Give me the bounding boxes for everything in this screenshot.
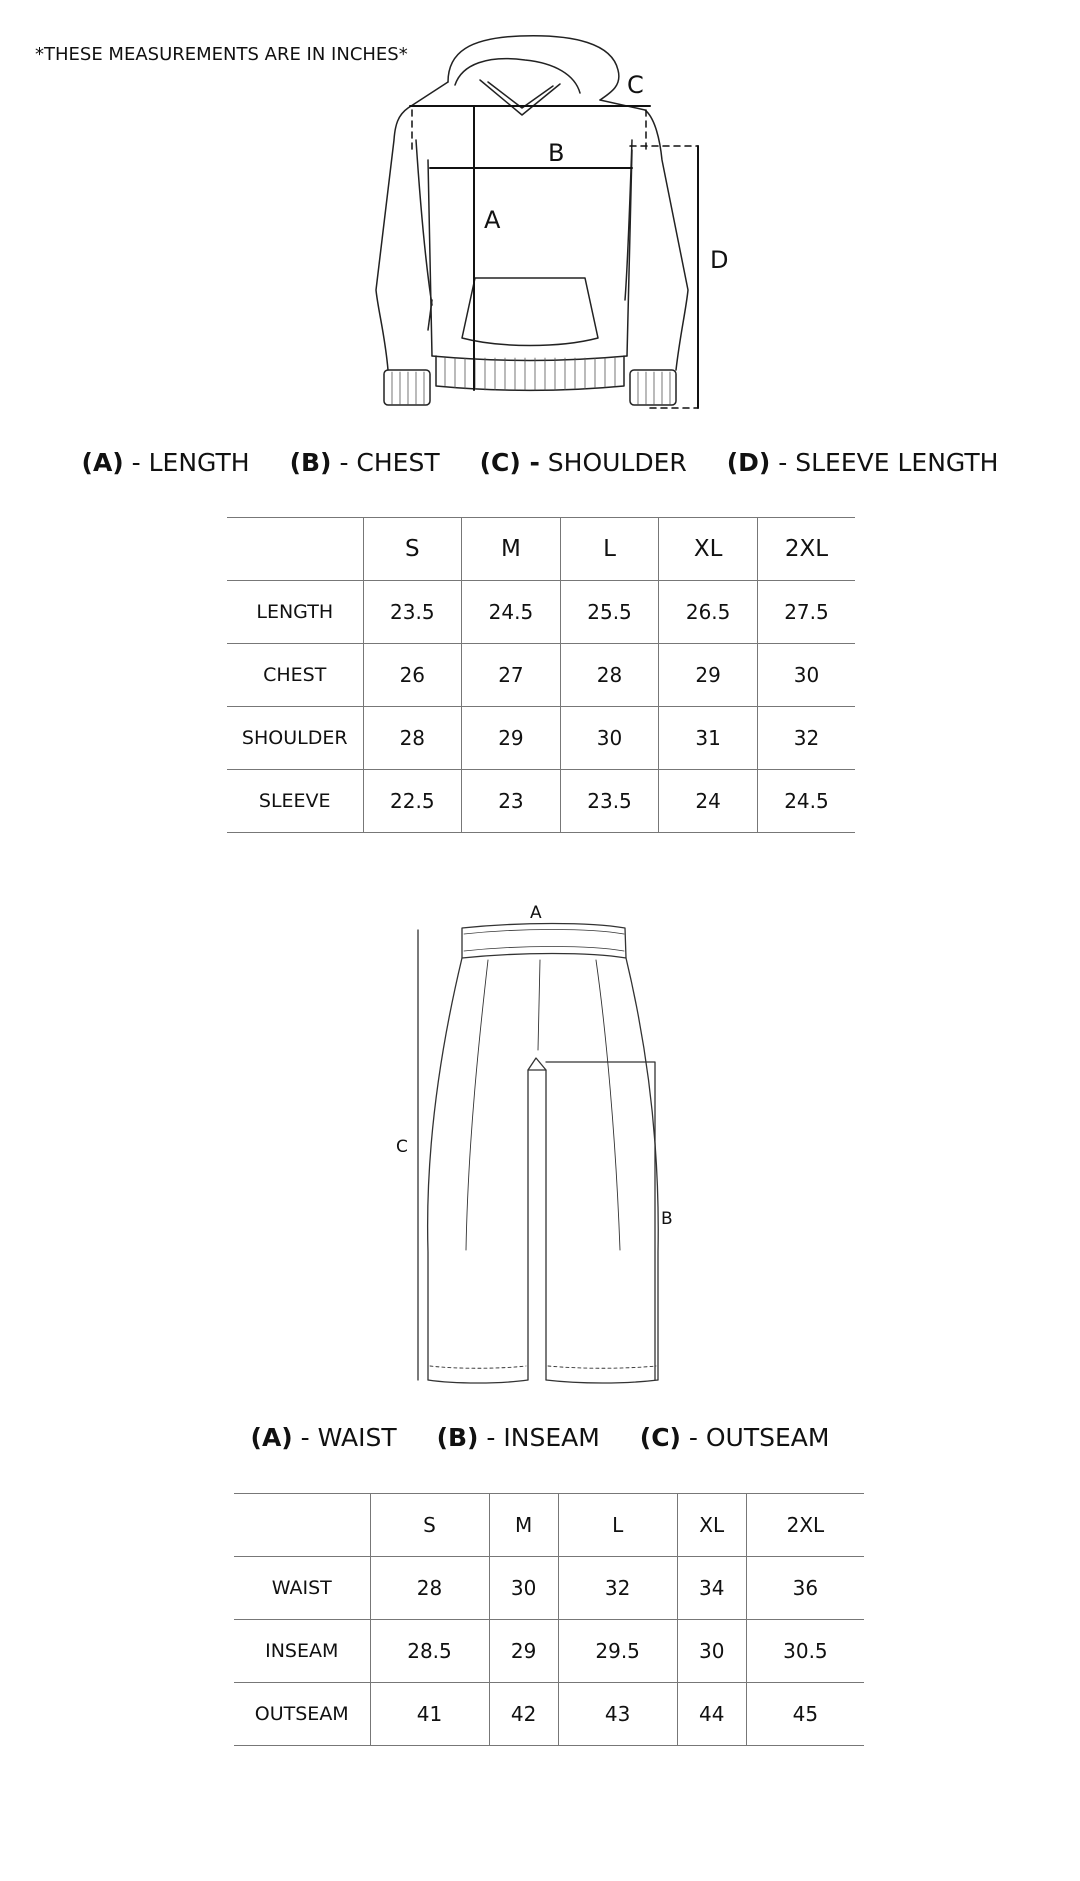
hoodie-label-d: D [710,246,729,274]
size-header: S [370,1494,489,1557]
table-row [234,1557,864,1620]
table-cell: 27.5 [757,581,855,644]
pants-legend-outseam: (C) - OUTSEAM [639,1423,830,1452]
row-label: WAIST [234,1557,370,1620]
table-cell: 29 [489,1620,558,1683]
table-header-row [227,518,855,581]
table-cell: 32 [558,1557,677,1620]
table-cell: 28 [370,1557,489,1620]
pants-label-a: A [530,903,542,923]
row-label: LENGTH [227,581,363,644]
row-label: OUTSEAM [234,1683,370,1746]
hoodie-legend-length: (A) - LENGTH [81,448,250,477]
table-header-row [234,1494,864,1557]
table-cell: 30 [560,707,659,770]
pants-illustration [418,924,658,1384]
hoodie-legend-shoulder: (C) - SHOULDER [479,448,687,477]
row-label: CHEST [227,644,363,707]
pants-measure-labels [396,903,673,1229]
table-row [227,707,855,770]
table-cell: 30 [677,1620,746,1683]
table-cell: 24 [659,770,758,833]
table-cell: 25.5 [560,581,659,644]
hoodie-legend [0,448,1080,477]
table-cell: 42 [489,1683,558,1746]
size-header: XL [677,1494,746,1557]
size-header: 2XL [746,1494,864,1557]
table-cell: 24.5 [462,581,561,644]
corner-cell [234,1494,370,1557]
table-cell: 43 [558,1683,677,1746]
size-header: L [560,518,659,581]
table-cell: 36 [746,1557,864,1620]
table-cell: 29.5 [558,1620,677,1683]
pants-label-b: B [661,1209,673,1229]
table-row [234,1683,864,1746]
table-cell: 28.5 [370,1620,489,1683]
table-cell: 34 [677,1557,746,1620]
table-cell: 27 [462,644,561,707]
pants-legend [0,1423,1080,1452]
table-cell: 23.5 [363,581,462,644]
table-cell: 41 [370,1683,489,1746]
hoodie-legend-sleeve-length: (D) - SLEEVE LENGTH [726,448,999,477]
table-cell: 22.5 [363,770,462,833]
table-cell: 29 [659,644,758,707]
table-cell: 30 [489,1557,558,1620]
table-cell: 26 [363,644,462,707]
size-header: M [489,1494,558,1557]
table-row [234,1620,864,1683]
pants-legend-waist: (A) - WAIST [250,1423,397,1452]
pants-legend-inseam: (B) - INSEAM [436,1423,600,1452]
table-cell: 45 [746,1683,864,1746]
table-row [227,770,855,833]
hoodie-size-table [227,517,855,833]
pants-size-table [234,1493,864,1746]
table-row [227,644,855,707]
size-header: M [462,518,561,581]
row-label: INSEAM [234,1620,370,1683]
hoodie-label-a: A [484,206,501,234]
table-cell: 28 [560,644,659,707]
hoodie-legend-chest: (B) - CHEST [289,448,440,477]
corner-cell [227,518,363,581]
table-cell: 28 [363,707,462,770]
row-label: SHOULDER [227,707,363,770]
table-cell: 30.5 [746,1620,864,1683]
table-cell: 30 [757,644,855,707]
size-header: 2XL [757,518,855,581]
size-header: L [558,1494,677,1557]
table-cell: 32 [757,707,855,770]
pants-label-c: C [396,1137,408,1157]
hoodie-illustration [376,36,698,408]
table-cell: 26.5 [659,581,758,644]
table-cell: 31 [659,707,758,770]
table-cell: 24.5 [757,770,855,833]
table-cell: 29 [462,707,561,770]
table-cell: 23.5 [560,770,659,833]
table-cell: 23 [462,770,561,833]
hoodie-label-b: B [548,139,565,167]
measurement-units-note: *THESE MEASUREMENTS ARE IN INCHES* [35,44,408,65]
size-header: XL [659,518,758,581]
table-cell: 44 [677,1683,746,1746]
row-label: SLEEVE [227,770,363,833]
table-row [227,581,855,644]
size-header: S [363,518,462,581]
hoodie-label-c: C [627,71,644,99]
